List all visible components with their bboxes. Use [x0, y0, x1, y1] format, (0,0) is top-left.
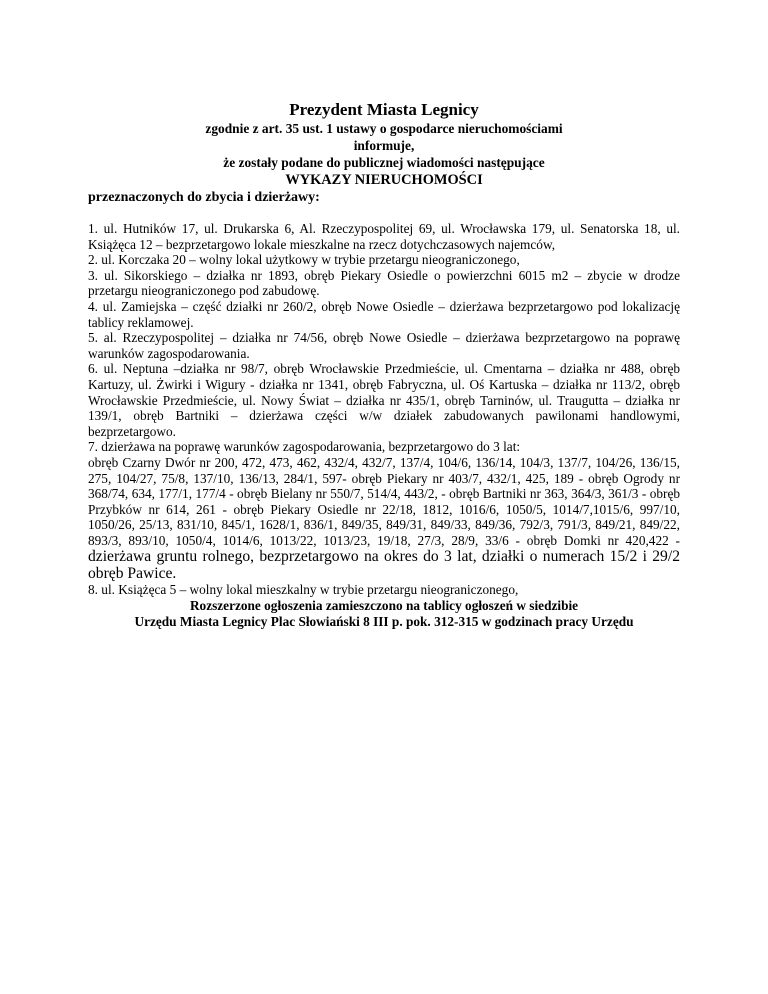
property-list: [88, 221, 680, 598]
plot-numbers: obręb Czarny Dwór nr 200, 472, 473, 462, 432/4, 432/7, 137/4, 104/6, 136/14, 104/3, 137/7, 104/26, 136/15, 275, 104/27, 75/8, 137/10, 136/13, 284/1, 597- obręb Piekary nr 403/7, 432/1, 425, 189 - obręb Ogrody nr 368/74, 634, 177/1, 177/4 - obręb Bielany nr 550/7, 514/4, 443/2, - obręb Bartniki nr 363, 364/3, 361/3 - obręb Przybków nr 614, 261 - obręb Piekary Osiedle nr 22/18, 1812, 1016/6, 1050/5, 1014/7,1015/6, 997/10, 1050/26, 25/13, 831/10, 845/1, 1628/1, 836/1, 849/35, 849/31, 849/33, 849/36, 792/3, 791/3, 849/21, 849/22, 893/3, 893/10, 1050/4, 1014/6, 1013/22, 1013/23, 19/18, 27/3, 28/9, 33/6 - obręb Domki nr 420,422 -: [88, 454, 680, 548]
list-item: 8. ul. Książęca 5 – wolny lokal mieszkalny w trybie przetargu nieograniczonego,: [88, 582, 519, 598]
list-item: 1. ul. Hutników 17, ul. Drukarska 6, Al. Rzeczypospolitej 69, ul. Wrocławska 179, ul. Senatorska 18, ul. Książęca 12 – bezprzetargowo lokale mieszkalne na rzecz dotychczasowych najemców,: [88, 221, 680, 252]
footer-line-1: Rozszerzone ogłoszenia zamieszczono na tablicy ogłoszeń w siedzibie: [189, 598, 579, 614]
announcement-page: [88, 100, 680, 630]
footer-notice: [88, 598, 680, 630]
list-item: 3. ul. Sikorskiego – działka nr 1893, obręb Piekary Osiedle o powierzchni 6015 m2 – zbycie w drodze przetargu nieograniczonego pod zabudowę.: [88, 267, 680, 299]
public-notice-line: że zostały podane do publicznej wiadomości następujące: [223, 155, 545, 170]
list-item: 6. ul. Neptuna –działka nr 98/7, obręb Wrocławskie Przedmieście, ul. Cmentarna – działka nr 488, obręb Kartuzy, ul. Żwirki i Wigury - działka nr 1341, obręb Fabryczna, ul. Oś Kartuska – działka nr 113/2, obręb Wrocławskie Przedmieście, ul. Nowy Świat – działka nr 435/1, obręb Tarninów, ul. Traugutta – działka nr 139/1, obręb Bartniki – dzierżawa części w/w działek zabudowanych pawilonami handlowymi, bezprzetargowo.: [88, 361, 680, 439]
lists-heading: WYKAZY NIERUCHOMOŚCI: [285, 172, 483, 188]
agricultural-lease-text: dzierżawa gruntu rolnego, bezprzetargowo na okres do 3 lat, działki o numerach 15/2 i 29/2 obręb Pawice.: [88, 548, 680, 583]
list-item: 2. ul. Korczaka 20 – wolny lokal użytkowy w trybie przetargu nieograniczonego,: [88, 252, 520, 268]
list-item: 4. ul. Zamiejska – część działki nr 260/2, obręb Nowe Osiedle – dzierżawa bezprzetargowo pod lokalizację tablicy reklamowej.: [88, 298, 680, 330]
footer-line-2: Urzędu Miasta Legnicy Plac Słowiański 8 III p. pok. 312-315 w godzinach pracy Urzędu: [134, 614, 634, 630]
list-item-7-body: [88, 455, 680, 583]
informs-line: informuje,: [353, 138, 415, 153]
purpose-line: przeznaczonych do zbycia i dzierżawy:: [88, 190, 320, 205]
page-title: Prezydent Miasta Legnicy: [289, 100, 479, 119]
legal-basis-line: zgodnie z art. 35 ust. 1 ustawy o gospodarce nieruchomościami: [205, 121, 563, 136]
list-item-7-intro: 7. dzierżawa na poprawę warunków zagospodarowania, bezprzetargowo do 3 lat:: [88, 439, 521, 455]
list-item: 5. al. Rzeczypospolitej – działka nr 74/56, obręb Nowe Osiedle – dzierżawa bezprzetargowo na poprawę warunków zagospodarowania.: [88, 330, 680, 361]
